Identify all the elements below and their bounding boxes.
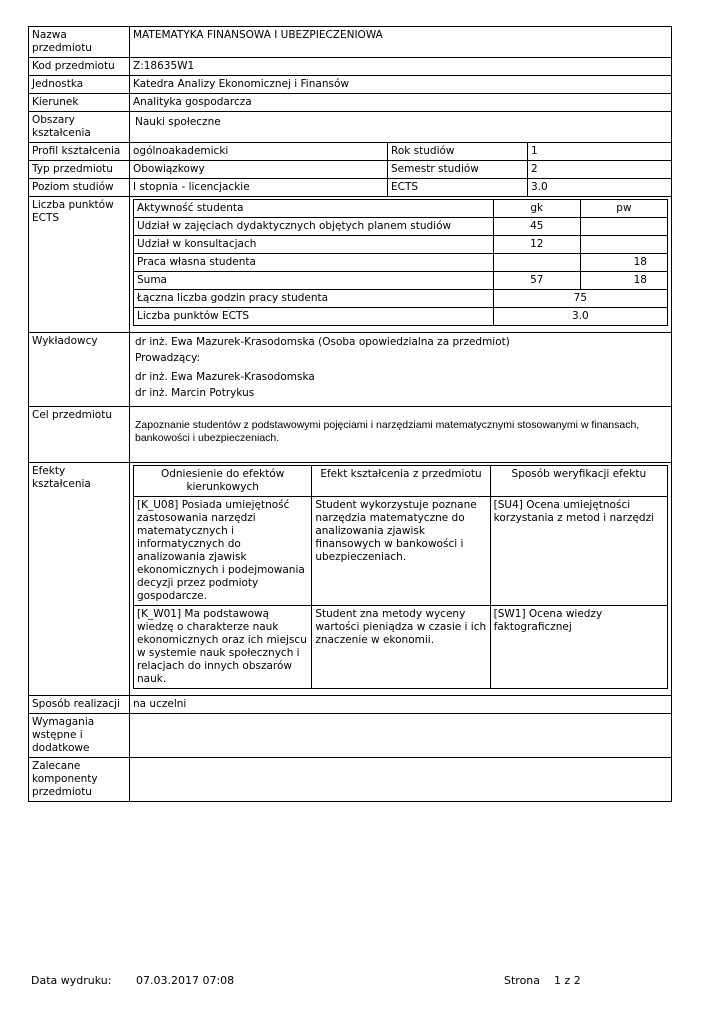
gk-cell xyxy=(493,254,580,272)
course-table xyxy=(28,26,672,802)
recommended-value xyxy=(130,758,672,802)
course-type: Obowiązkowy xyxy=(130,161,388,179)
gk-cell: 12 xyxy=(493,236,580,254)
gk-header: gk xyxy=(493,200,580,218)
course-year: 1 xyxy=(528,143,672,161)
activity-cell: Udział w konsultacjach xyxy=(134,236,494,254)
effect-cell: Student wykorzystuje poznane narzędzia matematyczne do analizowania zjawisk finansowych w bankowości i ubezpieczeniach. xyxy=(312,497,490,606)
course-level: I stopnia - licencjackie xyxy=(130,179,388,197)
page-number: 1 z 2 xyxy=(554,974,581,987)
ects-label: ECTS xyxy=(388,179,528,197)
activity-cell: Udział w zajęciach dydaktycznych objętych planem studiów xyxy=(134,218,494,236)
page-label: Strona xyxy=(504,974,541,987)
effect-header: Efekt kształcenia z przedmiotu xyxy=(312,466,490,497)
total-hours-label: Łączna liczba godzin pracy studenta xyxy=(134,290,494,308)
code-label: Kod przedmiotu xyxy=(29,58,130,76)
ects-header-row xyxy=(134,200,668,218)
effect-cell: Student zna metody wyceny wartości pieniądza w czasie i ich znaczenie w ekonomii. xyxy=(312,606,490,689)
gk-cell: 57 xyxy=(493,272,580,290)
outcomes-header-row xyxy=(134,466,668,497)
table-row xyxy=(134,308,668,326)
course-area: Nauki społeczne xyxy=(130,112,672,143)
course-semester: 2 xyxy=(528,161,672,179)
table-row xyxy=(134,272,668,290)
course-name: MATEMATYKA FINANSOWA I UBEZPIECZENIOWA xyxy=(130,27,672,58)
gk-cell: 45 xyxy=(493,218,580,236)
ects-total-label: Liczba punktów ECTS xyxy=(134,308,494,326)
activity-header: Aktywność studenta xyxy=(134,200,494,218)
goal-text: Zapoznanie studentów z podstawowymi pojęciami i narzędziami matematycznymi stosowanymi w finansach, bankowości i ubezpieczeniach. xyxy=(130,407,672,463)
activity-cell: Suma xyxy=(134,272,494,290)
ects-table xyxy=(133,199,668,326)
responsible-lecturer: dr inż. Ewa Mazurek-Krasodomska (Osoba opowiedzialna za przedmiot) xyxy=(135,336,510,348)
type-label: Typ przedmiotu xyxy=(29,161,130,179)
pw-cell xyxy=(580,218,667,236)
lecturers-label: Wykładowcy xyxy=(29,333,130,407)
lecturer-name: dr inż. Ewa Mazurek-Krasodomska xyxy=(135,371,315,383)
ref-cell: [K_U08] Posiada umiejętność zastosowania narzędzi matematycznych i informatycznych do analizowania zjawisk ekonomicznych i podejmowania decyzji przez podmioty gospodarcze. xyxy=(134,497,312,606)
prerequisites-label: Wymagania wstępne i dodatkowe xyxy=(29,714,130,758)
course-code: Z:18635W1 xyxy=(130,58,672,76)
table-row xyxy=(134,218,668,236)
pw-cell: 18 xyxy=(580,272,667,290)
ects-total-value: 3.0 xyxy=(493,308,667,326)
method-cell: [SU4] Ocena umiejętności korzystania z metod i narzędzi xyxy=(490,497,667,606)
total-hours-value: 75 xyxy=(493,290,667,308)
table-row xyxy=(134,236,668,254)
table-row xyxy=(134,606,668,689)
recommended-label: Zalecane komponenty przedmiotu xyxy=(29,758,130,802)
year-label: Rok studiów xyxy=(388,143,528,161)
ects-points-label: Liczba punktów ECTS xyxy=(29,197,130,333)
activity-cell: Praca własna studenta xyxy=(134,254,494,272)
print-date: 07.03.2017 07:08 xyxy=(136,974,235,987)
course-unit: Katedra Analizy Ekonomicznej i Finansów xyxy=(130,76,672,94)
area-label: Obszary kształcenia xyxy=(29,112,130,143)
pw-cell xyxy=(580,236,667,254)
delivery-label: Sposób realizacji xyxy=(29,696,130,714)
name-label: Nazwa przedmiotu xyxy=(29,27,130,58)
pw-cell: 18 xyxy=(580,254,667,272)
table-row xyxy=(134,497,668,606)
method-cell: [SW1] Ocena wiedzy faktograficznej xyxy=(490,606,667,689)
leading-label: Prowadzący: xyxy=(135,352,201,364)
delivery-value: na uczelni xyxy=(130,696,672,714)
course-ects: 3.0 xyxy=(528,179,672,197)
unit-label: Jednostka xyxy=(29,76,130,94)
prerequisites-value xyxy=(130,714,672,758)
table-row xyxy=(134,254,668,272)
outcomes-label: Efekty kształcenia xyxy=(29,463,130,696)
field-label: Kierunek xyxy=(29,94,130,112)
table-row xyxy=(134,290,668,308)
print-date-label: Data wydruku: xyxy=(31,974,112,987)
level-label: Poziom studiów xyxy=(29,179,130,197)
profile-label: Profil kształcenia xyxy=(29,143,130,161)
course-profile: ogólnoakademicki xyxy=(130,143,388,161)
goal-label: Cel przedmiotu xyxy=(29,407,130,463)
course-card xyxy=(28,26,671,802)
lecturer-name: dr inż. Marcin Potrykus xyxy=(135,387,255,399)
ref-cell: [K_W01] Ma podstawową wiedzę o charakterze nauk ekonomicznych oraz ich miejscu w systemie nauk społecznych i relacjach do innych obszarów nauk. xyxy=(134,606,312,689)
course-field: Analityka gospodarcza xyxy=(130,94,672,112)
method-header: Sposób weryfikacji efektu xyxy=(490,466,667,497)
semester-label: Semestr studiów xyxy=(388,161,528,179)
outcomes-table xyxy=(133,465,668,689)
ref-header: Odniesienie do efektów kierunkowych xyxy=(134,466,312,497)
pw-header: pw xyxy=(580,200,667,218)
